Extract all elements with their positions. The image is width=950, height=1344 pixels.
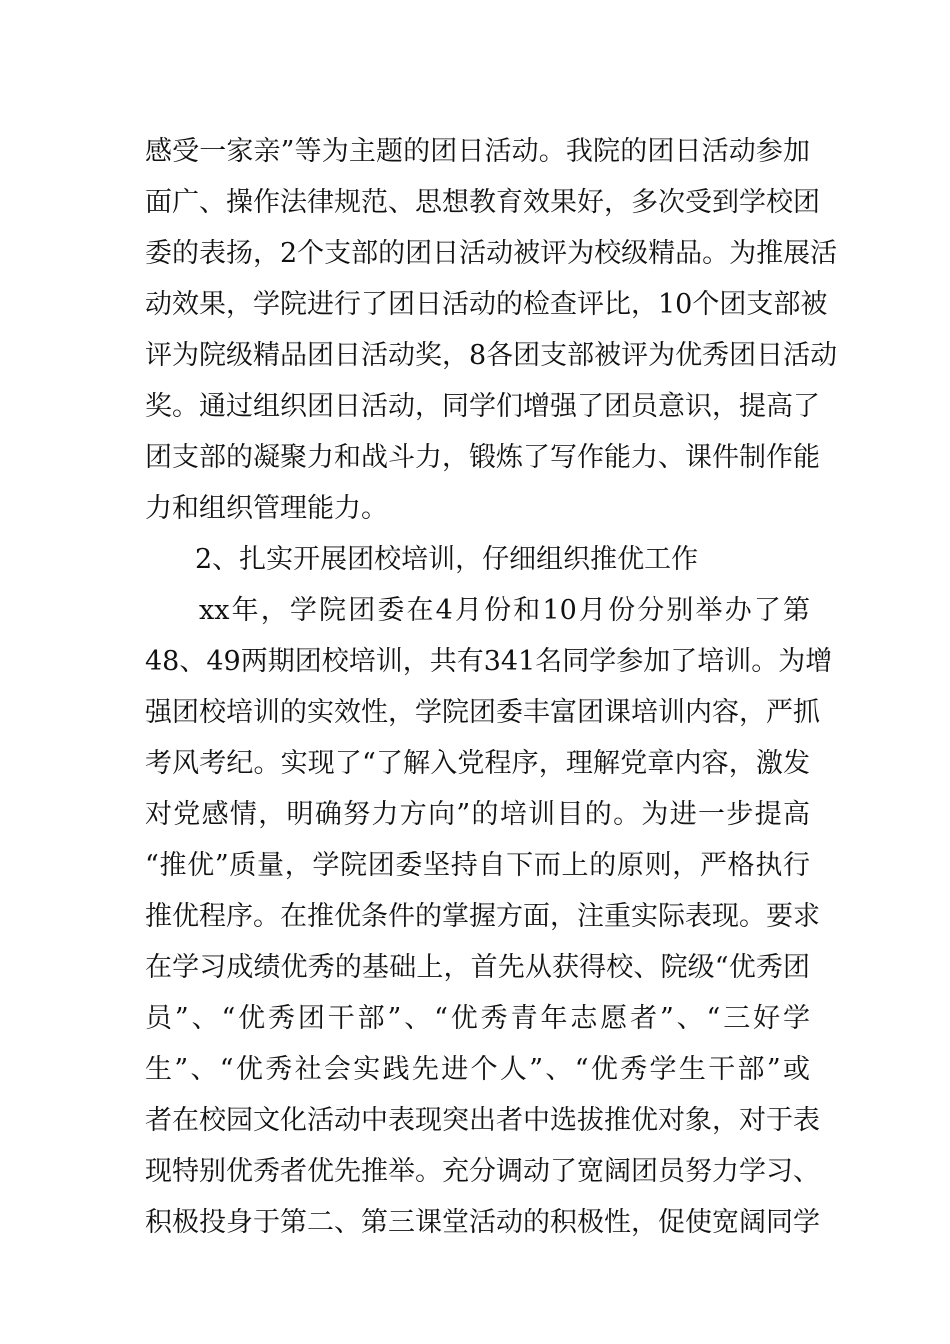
text-line-2: 面广、操作法律规范、思想教育效果好，多次受到学校团 [145, 187, 820, 218]
text-line-13: 考风考纪。实现了“了解入党程序，理解党章内容，激发 [145, 748, 810, 779]
text-line-8: 力和组织管理能力。 [145, 493, 388, 524]
text-line-16: 推优程序。在推优条件的掌握方面，注重实际表现。要求 [145, 901, 820, 932]
text-line-11: 48、49两期团校培训，共有341名同学参加了培训。为增 [145, 646, 833, 677]
text-line-7: 团支部的凝聚力和战斗力，锻炼了写作能力、课件制作能 [145, 442, 820, 473]
text-line-14: 对党感情，明确努力方向”的培训目的。为进一步提高 [145, 799, 810, 830]
text-line-5: 评为院级精品团日活动奖，8各团支部被评为优秀团日活动 [145, 340, 838, 371]
text-line-22: 积极投身于第二、第三课堂活动的积极性，促使宽阔同学 [145, 1207, 820, 1238]
text-line-21: 现特别优秀者优先推举。充分调动了宽阔团员努力学习、 [145, 1156, 820, 1187]
text-line-20: 者在校园文化活动中表现突出者中选拔推优对象，对于表 [145, 1105, 820, 1136]
text-line-12: 强团校培训的实效性，学院团委丰富团课培训内容，严抓 [145, 697, 820, 728]
section-heading: 2、扎实开展团校培训，仔细组织推优工作 [195, 544, 699, 575]
text-line-3: 委的表扬，2个支部的团日活动被评为校级精品。为推展活 [145, 238, 838, 269]
text-line-1: 感受一家亲”等为主题的团日活动。我院的团日活动参加 [145, 136, 810, 167]
text-line-18: 员”、“优秀团干部”、“优秀青年志愿者”、“三好学 [145, 1003, 810, 1034]
text-line-19: 生”、“优秀社会实践先进个人”、“优秀学生干部”或 [145, 1054, 810, 1085]
text-line-15: “推优”质量，学院团委坚持自下而上的原则，严格执行 [145, 850, 810, 881]
text-line-4: 动效果，学院进行了团日活动的检查评比，10个团支部被 [145, 289, 828, 320]
text-line-6: 奖。通过组织团日活动，同学们增强了团员意识，提高了 [145, 391, 820, 422]
text-line-10: xx年，学院团委在4月份和10月份分别举办了第 [199, 595, 810, 626]
body-text [145, 126, 838, 1248]
text-line-17: 在学习成绩优秀的基础上，首先从获得校、院级“优秀团 [145, 952, 810, 983]
